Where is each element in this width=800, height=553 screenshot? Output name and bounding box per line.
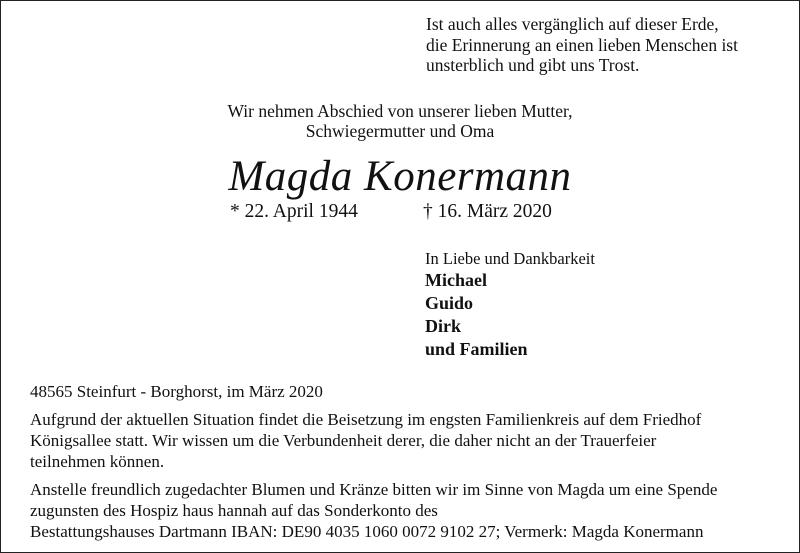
mourner-name: Michael: [425, 270, 487, 290]
farewell-intro: [210, 101, 590, 141]
intro-line: Wir nehmen Abschied von unserer lieben Mutter,: [227, 101, 573, 121]
mourners-block: [425, 249, 595, 361]
donation-paragraph: [30, 479, 790, 542]
paragraph-line: Aufgrund der aktuellen Situation findet die Beisetzung im engsten Familienkreis auf dem Friedhof: [30, 410, 702, 429]
birth-date: * 22. April 1944: [230, 201, 358, 222]
quote-line: unsterblich und gibt uns Trost.: [426, 55, 640, 75]
mourners-lead: In Liebe und Dankbarkeit: [425, 249, 595, 268]
funeral-info-paragraph: [30, 409, 790, 472]
place-and-date: 48565 Steinfurt - Borghorst, im März 2020: [30, 382, 323, 401]
paragraph-line: teilnehmen können.: [30, 452, 165, 471]
mourner-name: und Familien: [425, 339, 528, 359]
deceased-name: Magda Konermann: [228, 153, 572, 200]
death-date: † 16. März 2020: [423, 201, 552, 222]
mourner-name: Guido: [425, 293, 474, 313]
paragraph-line: Königsallee statt. Wir wissen um die Verbundenheit derer, die daher nicht an der Trauerfeier: [30, 431, 657, 450]
quote-line: Ist auch alles vergänglich auf dieser Erde,: [426, 14, 719, 34]
intro-line: Schwiegermutter und Oma: [305, 121, 495, 141]
quote-line: die Erinnerung an einen lieben Menschen ist: [426, 34, 738, 55]
paragraph-line: Anstelle freundlich zugedachter Blumen und Kränze bitten wir im Sinne von Magda um eine Spende: [30, 480, 718, 499]
paragraph-line: Bestattungshauses Dartmann IBAN: DE90 4035 1060 0072 9102 27; Vermerk: Magda Konermann: [30, 522, 704, 541]
memorial-quote: [426, 14, 738, 76]
paragraph-line: zugunsten des Hospiz haus hannah auf das Sonderkonto des: [30, 501, 438, 520]
mourner-name: Dirk: [425, 316, 461, 336]
